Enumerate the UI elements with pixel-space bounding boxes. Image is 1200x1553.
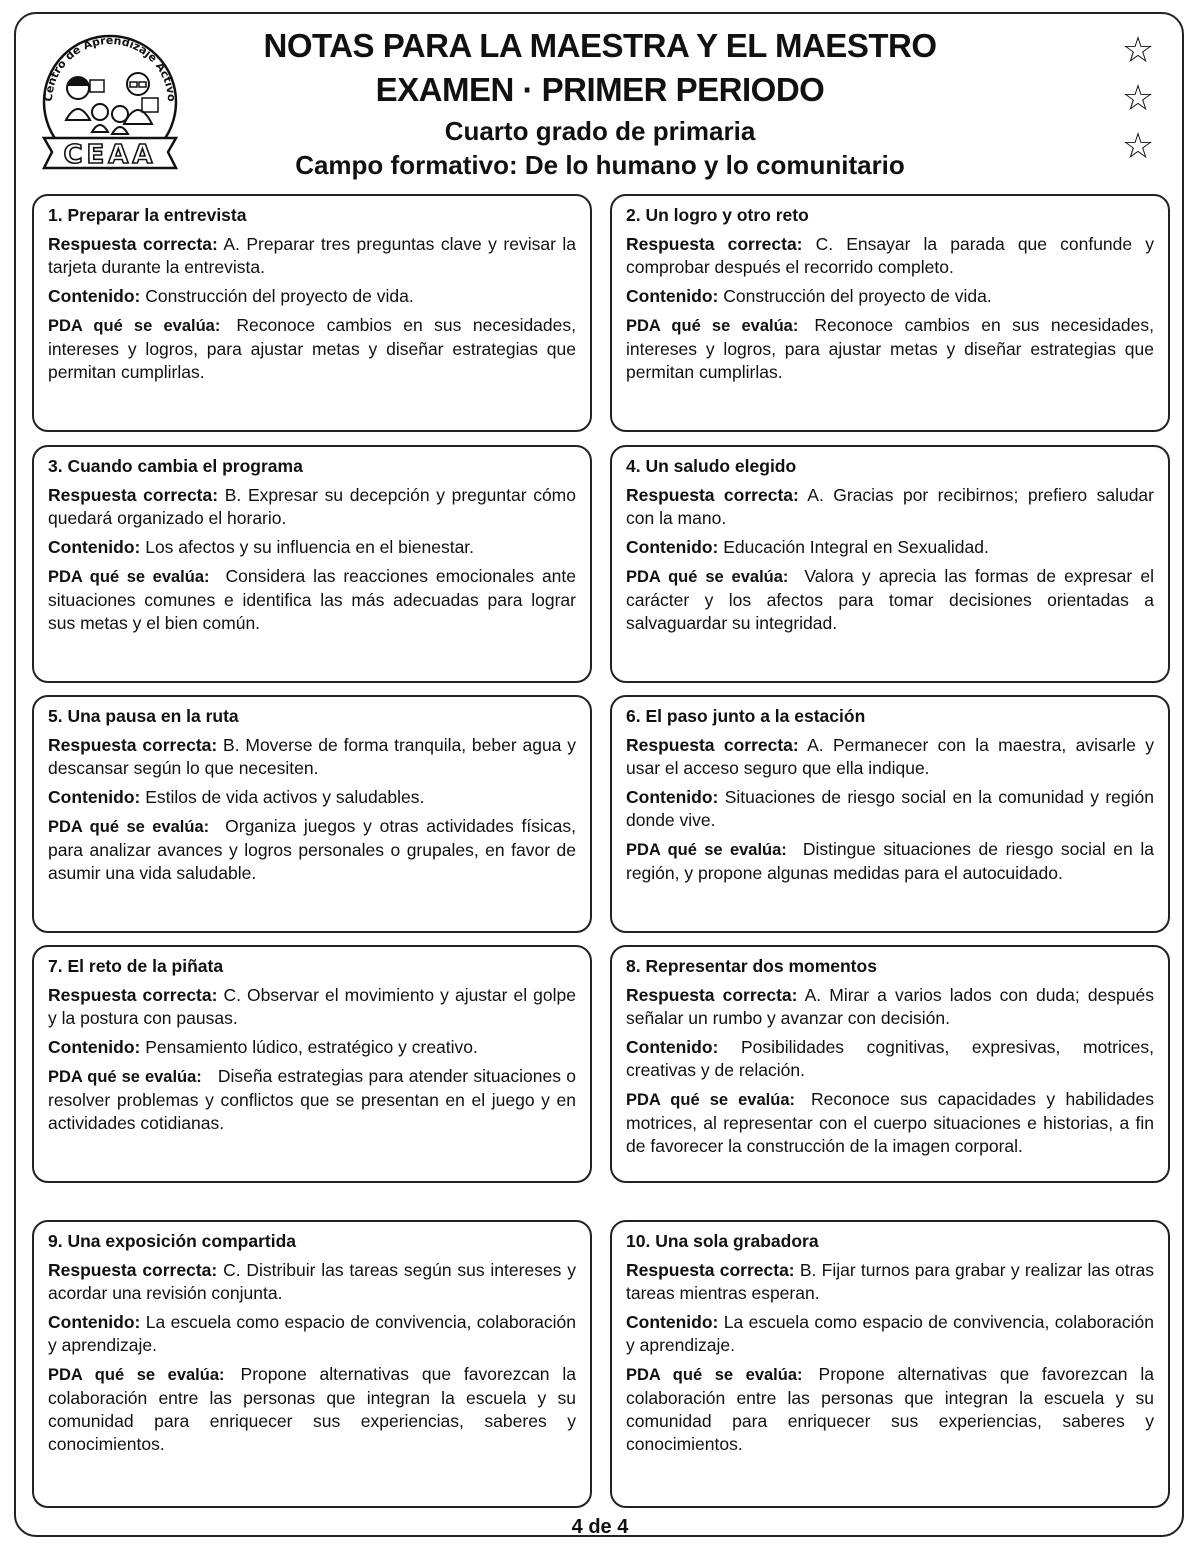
ceaa-logo — [30, 20, 190, 180]
star-icon: ☆ — [1121, 77, 1155, 118]
card-pda: PDA qué se evalúa: Propone alternativas que favorezcan la colaboración entre las personas que integran la escuela y su comunidad para enriquecer sus experiencias, saberes y conocimientos. — [626, 1364, 1155, 1454]
rating-stars — [1118, 26, 1158, 170]
question-card-5 — [32, 695, 592, 933]
header-field: Campo formativo: De lo humano y lo comunitario — [295, 150, 905, 180]
logo-arc-text: Centro de Aprendizaje Activo — [41, 33, 179, 102]
star-icon: ☆ — [1121, 125, 1155, 166]
card-pda: PDA qué se evalúa: Reconoce cambios en sus necesidades, intereses y logros, para ajustar metas y diseñar estrategias que permitan cumplirlas. — [48, 315, 576, 382]
card-content: Contenido: Educación Integral en Sexualidad. — [626, 537, 989, 557]
card-pda: PDA qué se evalúa: Propone alternativas que favorezcan la colaboración entre las personas que integran la escuela y su comunidad para enriquecer sus experiencias, saberes y conocimientos. — [48, 1364, 577, 1454]
card-answer: Respuesta correcta: C. Ensayar la parada que confunde y comprobar después el recorrido completo. — [626, 234, 1154, 277]
card-pda: PDA qué se evalúa: Organiza juegos y otras actividades físicas, para analizar avances y logros personales o grupales, en favor de asumir una vida saludable. — [48, 816, 576, 883]
question-card-1 — [32, 194, 592, 432]
card-pda: PDA qué se evalúa: Valora y aprecia las formas de expresar el carácter y los afectos para tomar decisiones orientadas a salvaguardar su integridad. — [626, 566, 1154, 633]
card-title: 3. Cuando cambia el programa — [48, 456, 303, 476]
card-title: 4. Un saludo elegido — [626, 456, 797, 476]
card-answer: Respuesta correcta: A. Mirar a varios lados con duda; después señalar un rumbo y avanzar con decisión. — [626, 985, 1154, 1028]
card-content: Contenido: Construcción del proyecto de vida. — [48, 286, 414, 306]
card-pda: PDA qué se evalúa: Distingue situaciones de riesgo social en la región, y propone algunas medidas para el autocuidado. — [626, 839, 1155, 883]
logo-banner-text: CEAA — [63, 140, 157, 170]
card-content: Contenido: La escuela como espacio de convivencia, colaboración y aprendizaje. — [48, 1312, 576, 1355]
question-card-9 — [32, 1220, 592, 1508]
card-title: 5. Una pausa en la ruta — [48, 706, 239, 726]
card-title: 7. El reto de la piñata — [48, 956, 224, 976]
question-card-2 — [610, 194, 1170, 432]
card-pda: PDA qué se evalúa: Considera las reacciones emocionales ante situaciones comunes e identifica las más adecuadas para lograr sus metas y el bien común. — [48, 566, 577, 633]
question-card-10 — [610, 1220, 1170, 1508]
card-content: Contenido: Pensamiento lúdico, estratégico y creativo. — [48, 1037, 478, 1057]
header-title-line2: EXAMEN · PRIMER PERIODO — [375, 71, 825, 108]
header-grade: Cuarto grado de primaria — [444, 116, 756, 146]
question-card-7 — [32, 945, 592, 1183]
page-number: 4 de 4 — [571, 1516, 629, 1538]
card-content: Contenido: Posibilidades cognitivas, expresivas, motrices, creativas y de relación. — [626, 1037, 1154, 1080]
card-pda: PDA qué se evalúa: Reconoce cambios en sus necesidades, intereses y logros, para ajustar metas y diseñar estrategias que permitan cumplirlas. — [626, 315, 1154, 382]
card-answer: Respuesta correcta: A. Permanecer con la maestra, avisarle y usar el acceso seguro que ella indique. — [626, 735, 1154, 778]
page-header — [200, 24, 1000, 182]
question-card-6 — [610, 695, 1170, 933]
card-title: 6. El paso junto a la estación — [626, 706, 866, 726]
card-title: 9. Una exposición compartida — [48, 1231, 297, 1251]
card-content: Contenido: Estilos de vida activos y saludables. — [48, 787, 425, 807]
card-title: 2. Un logro y otro reto — [626, 205, 809, 225]
card-pda: PDA qué se evalúa: Diseña estrategias para atender situaciones o resolver problemas y conflictos que se presentan en el juego y en actividades cotidianas. — [48, 1066, 576, 1133]
star-icon: ☆ — [1121, 29, 1155, 70]
card-title: 10. Una sola grabadora — [626, 1231, 819, 1251]
card-answer: Respuesta correcta: B. Expresar su decepción y preguntar cómo quedará organizado el horario. — [48, 485, 576, 528]
card-answer: Respuesta correcta: C. Distribuir las tareas según sus intereses y acordar una revisión conjunta. — [48, 1260, 576, 1303]
card-title: 1. Preparar la entrevista — [48, 205, 247, 225]
question-card-8 — [610, 945, 1170, 1183]
card-content: Contenido: Situaciones de riesgo social en la comunidad y región donde vive. — [626, 787, 1154, 830]
card-content: Contenido: Los afectos y su influencia en el bienestar. — [48, 537, 475, 557]
question-card-3 — [32, 445, 592, 683]
card-answer: Respuesta correcta: A. Preparar tres preguntas clave y revisar la tarjeta durante la entrevista. — [48, 234, 576, 277]
card-content: Contenido: La escuela como espacio de convivencia, colaboración y aprendizaje. — [626, 1312, 1154, 1355]
card-pda: PDA qué se evalúa: Reconoce sus capacidades y habilidades motrices, al representar con el cuerpo situaciones e historias, a fin de favorecer la construcción de la imagen corporal. — [626, 1089, 1154, 1156]
card-answer: Respuesta correcta: B. Fijar turnos para grabar y realizar las otras tareas mientras esperan. — [626, 1260, 1154, 1303]
card-content: Contenido: Construcción del proyecto de vida. — [626, 286, 992, 306]
card-answer: Respuesta correcta: B. Moverse de forma tranquila, beber agua y descansar según lo que necesiten. — [48, 735, 576, 778]
question-card-4 — [610, 445, 1170, 683]
card-answer: Respuesta correcta: A. Gracias por recibirnos; prefiero saludar con la mano. — [626, 485, 1154, 528]
header-title-line1: NOTAS PARA LA MAESTRA Y EL MAESTRO — [263, 27, 937, 64]
card-title: 8. Representar dos momentos — [626, 956, 877, 976]
card-answer: Respuesta correcta: C. Observar el movimiento y ajustar el golpe y la postura con pausas. — [48, 985, 576, 1028]
svg-text:Centro de Aprendizaje Activo — [42, 34, 178, 102]
